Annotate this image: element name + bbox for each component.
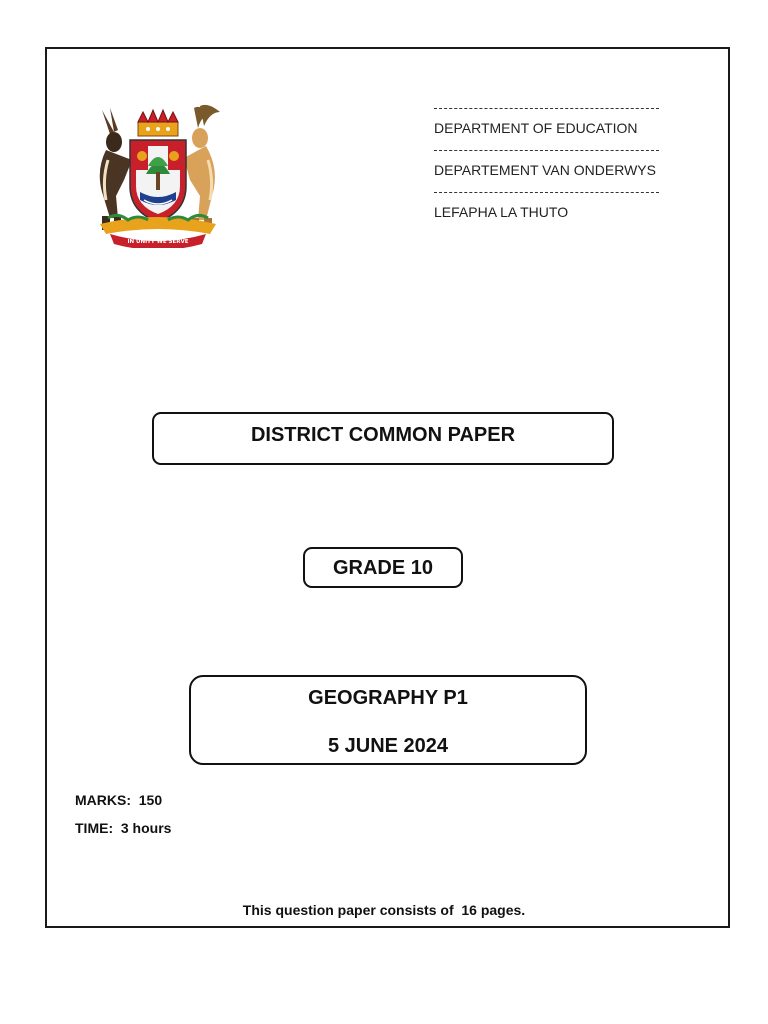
paper-type-title: DISTRICT COMMON PAPER	[250, 424, 516, 446]
coat-of-arms-icon	[88, 100, 228, 248]
dashed-divider	[434, 192, 659, 193]
left-antelope-shape	[100, 108, 132, 230]
subject-box	[189, 675, 587, 765]
department-afrikaans: DEPARTEMENT VAN ONDERWYS	[434, 162, 656, 178]
department-english: DEPARTMENT OF EDUCATION	[434, 120, 638, 136]
time-text: TIME: 3 hours	[75, 820, 172, 836]
department-block	[434, 100, 659, 234]
shield-shape	[130, 140, 186, 222]
marks-text: MARKS: 150	[75, 792, 163, 808]
grade-box	[303, 547, 463, 588]
crown-shape	[138, 110, 178, 136]
subject-title: GEOGRAPHY P1	[308, 687, 468, 709]
paper-type-box	[152, 412, 614, 465]
dashed-divider	[434, 150, 659, 151]
department-sesotho: LEFAPHA LA THUTO	[434, 204, 569, 220]
grade-label: GRADE 10	[332, 557, 434, 579]
page-count-note: This question paper consists of 16 pages.	[242, 902, 526, 918]
exam-date: 5 JUNE 2024	[327, 735, 449, 757]
svg-text:IN UNITY WE SERVE: IN UNITY WE SERVE	[127, 239, 189, 245]
dashed-divider	[434, 108, 659, 109]
right-antelope-shape	[184, 105, 220, 230]
